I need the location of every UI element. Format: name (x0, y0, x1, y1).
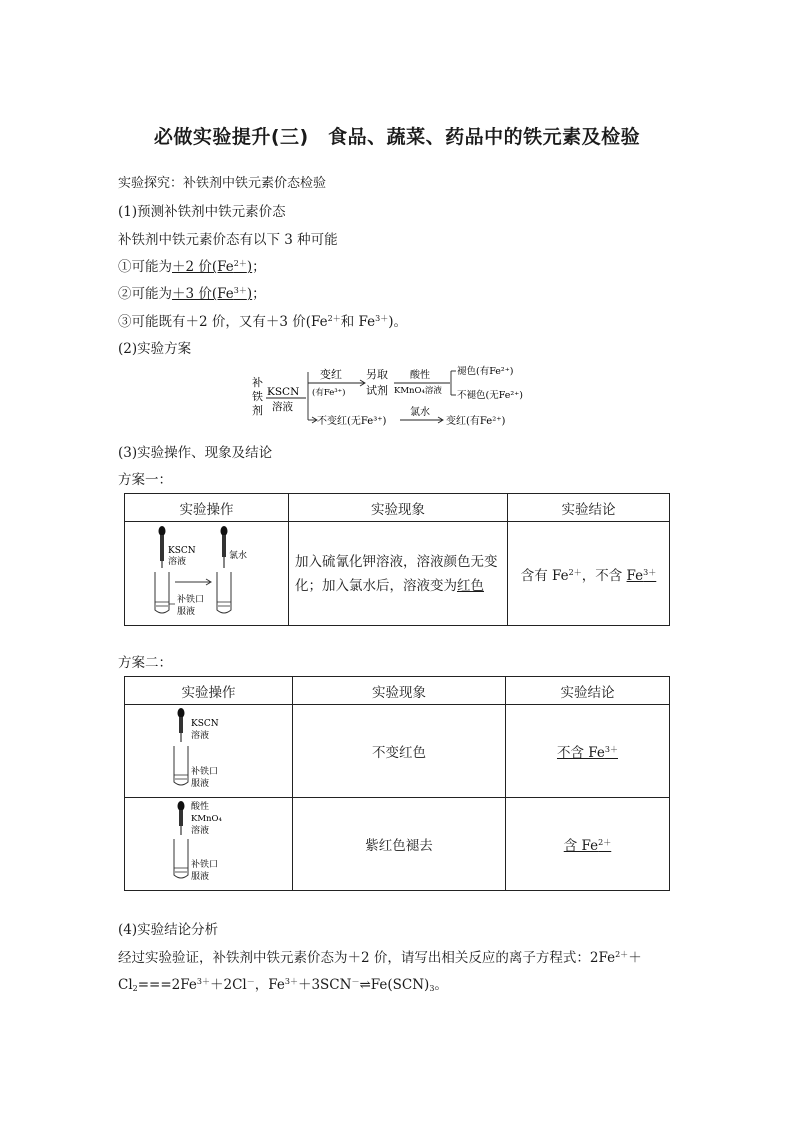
s4-line1: 经过实验验证，补铁剂中铁元素价态为＋2 价，请写出相关反应的离子方程式：$2Fe^{2+}+$ (118, 950, 642, 966)
flow-another-1: 另取 (366, 368, 388, 381)
flow-red-note: (有Fe³⁺) (312, 388, 346, 398)
plan1-obs-answer: 红色 (457, 577, 484, 594)
fig-supplement: 补铁口 (176, 594, 204, 605)
plan1-conclusion: 含有 $Fe^{2+}$，不含 $Fe^{3+}$ (508, 522, 670, 626)
fig-kscn: KSCN (167, 545, 196, 556)
flow-turn-red: 变红(有Fe²⁺) (446, 416, 506, 427)
flow-reagent-bottom: 溶液 (272, 401, 293, 413)
plan1-label: 方案一： (118, 472, 172, 488)
flow-fade: 褪色(有Fe²⁺) (457, 366, 514, 377)
flow-chlorine: 氯水 (410, 407, 430, 418)
fig3-kmno4-sol: 溶液 (190, 826, 209, 836)
s3-heading: (3)实验操作、现象及结论 (118, 445, 273, 461)
p1-answer: ＋2 价$(Fe^{2+})$ (172, 259, 253, 275)
page-title: 必做实验提升(三) 食品、蔬菜、药品中的铁元素及检验 (153, 126, 641, 148)
plan2-row1-answer: 不含 $Fe^{3+}$ (556, 745, 618, 761)
header-conclusion: 实验结论 (508, 494, 670, 522)
plan2-label: 方案二： (118, 655, 172, 671)
p1-prefix: ①可能为 (118, 259, 172, 275)
fig3-supplement: 补铁口 (190, 860, 218, 870)
kscn-test-figure (169, 706, 249, 792)
header-phenomenon: 实验现象 (289, 494, 508, 522)
plan2-row2-figure (125, 798, 293, 891)
plan1-table (124, 493, 670, 626)
fig-chlorine: 氯水 (228, 550, 247, 561)
p2-prefix: ②可能为 (118, 286, 172, 302)
header-operation-2: 实验操作 (125, 677, 293, 705)
fig-supplement-2: 服液 (176, 606, 195, 617)
plan2-row2-phenomenon: 紫红色褪去 (293, 798, 506, 891)
plan2-row2-conclusion (506, 798, 670, 891)
kmno4-test-figure (169, 799, 249, 885)
p2-answer: ＋3 价$(Fe^{3+})$ (172, 286, 253, 302)
flow-reagent-top: KSCN (267, 386, 300, 398)
plan1-operation-figure (125, 522, 289, 626)
fig3-kmno4: KMnO₄ (190, 814, 222, 824)
plan2-row1-phenomenon: 不变红色 (293, 705, 506, 798)
flow-nofade: 不褪色(无Fe²⁺) (457, 390, 523, 401)
s1-heading: (1)预测补铁剂中铁元素价态 (118, 204, 286, 220)
s4-heading: (4)实验结论分析 (118, 922, 219, 938)
header-conclusion-2: 实验结论 (506, 677, 670, 705)
flow-no-red: 不变红(无Fe³⁺) (317, 416, 387, 427)
s4-line2: $Cl_2===2Fe^{3+}+2Cl^-$，$Fe^{3+}+3SCN^-\rightleftharpoons Fe(SCN)_3$。 (118, 977, 448, 993)
fig3-supplement-2: 服液 (190, 872, 209, 882)
plan1-con-answer: $Fe^{3+}$ (626, 567, 657, 584)
plan2-table (124, 676, 670, 891)
fig2-supplement-2: 服液 (190, 779, 209, 789)
fig3-acid: 酸性 (190, 802, 209, 812)
plan1-phenomenon: 加入硫氰化钾溶液，溶液颜色无变化；加入氯水后，溶液变为红色 (289, 522, 508, 626)
plan2-row2-answer: 含 $Fe^{2+}$ (563, 838, 612, 854)
intro-text: 实验探究：补铁剂中铁元素价态检验 (118, 176, 327, 191)
possibility-3: ③可能既有＋2 价，又有＋3 价($Fe^{2+}$和 $Fe^{3+}$)。 (118, 314, 408, 330)
flow-sample-1: 补 (252, 376, 263, 389)
plan2-row1-figure (125, 705, 293, 798)
fig2-kscn: KSCN (190, 719, 219, 729)
experiment-flow-diagram (248, 362, 548, 432)
flow-kmno4: KMnO₄溶液 (394, 386, 442, 396)
possibility-2: ②可能为＋3 价$(Fe^{3+})$； (118, 286, 266, 302)
flow-red-label: 变红 (320, 368, 342, 381)
fig2-supplement: 补铁口 (190, 767, 218, 777)
header-phenomenon-2: 实验现象 (293, 677, 506, 705)
possibility-1: ①可能为＋2 价$(Fe^{2+})$； (118, 259, 266, 275)
flow-acid: 酸性 (410, 370, 430, 381)
flow-sample-2: 铁 (252, 390, 263, 403)
fig2-kscn-sol: 溶液 (190, 731, 209, 741)
header-operation: 实验操作 (125, 494, 289, 522)
fig-kscn-sol: 溶液 (167, 556, 186, 567)
flow-sample-3: 剂 (252, 404, 263, 417)
s2-heading: (2)实验方案 (118, 341, 192, 357)
flow-another-2: 试剂 (366, 384, 388, 397)
test-tube-figure (147, 524, 267, 620)
s1-text: 补铁剂中铁元素价态有以下 3 种可能 (118, 232, 338, 248)
plan2-row1-conclusion (506, 705, 670, 798)
